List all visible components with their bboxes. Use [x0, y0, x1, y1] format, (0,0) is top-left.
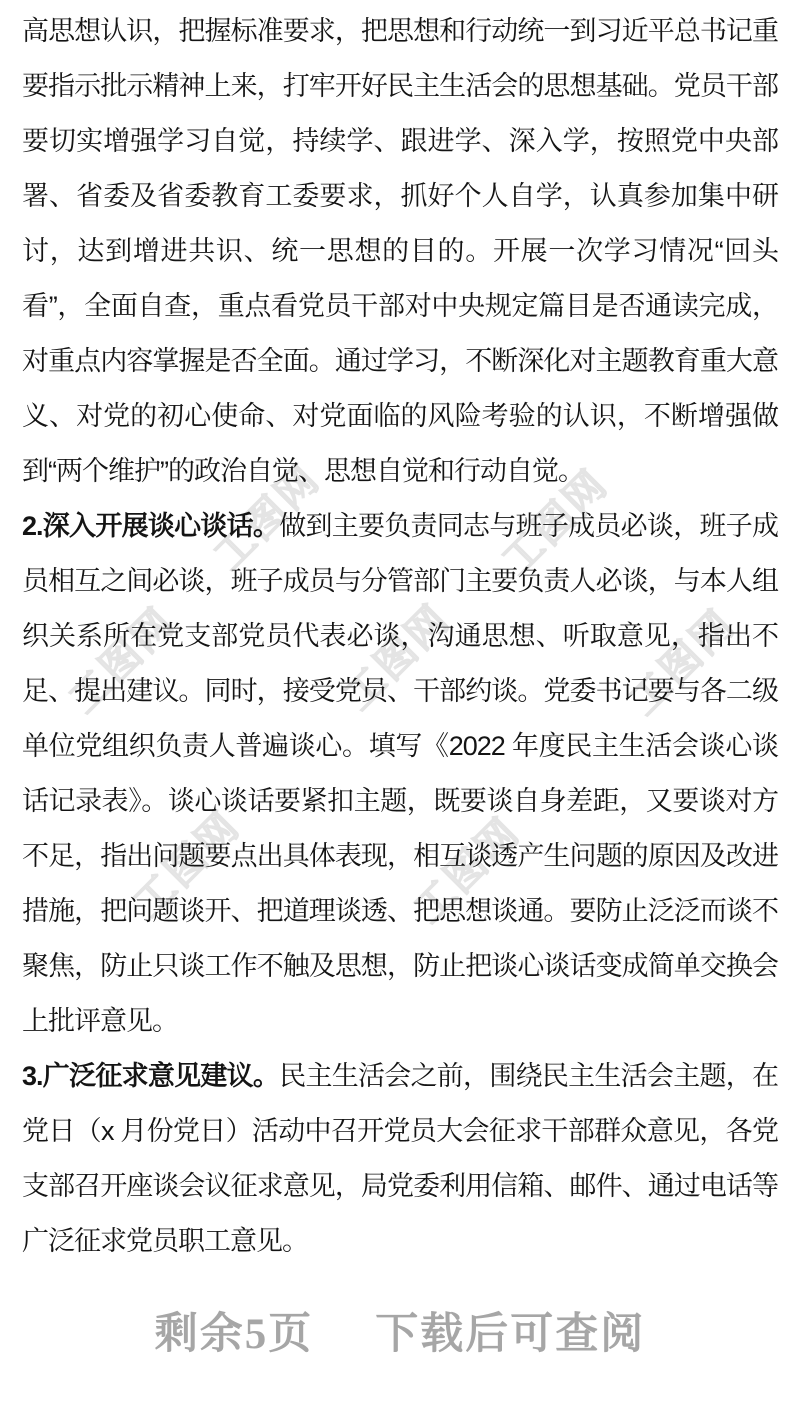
watermark-text: 工图网	[621, 601, 744, 724]
watermark-text: 工图网	[406, 809, 529, 932]
watermark-text: 工图网	[126, 803, 249, 926]
watermark-text: 工图网	[336, 596, 459, 719]
paragraph-text: 民主生活会之前，围绕民主生活会主题，在党日（x 月份党日）活动中召开党员大会征求干部群众意见，各党支部召开座谈会议征求意见，局党委利用信箱、邮件、通过电话等广泛征求党员职工意见。	[22, 1061, 778, 1256]
paragraph	[22, 1049, 778, 1269]
watermark-text: 工图网	[206, 456, 329, 579]
watermark-text: 工图网	[494, 461, 617, 584]
paragraph-text: 高思想认识，把握标准要求，把思想和行动统一到习近平总书记重要指示批示精神上来，打牢开好民主生活会的思想基础。党员干部要切实增强学习自觉，持续学、跟进学、深入学，按照党中央部署、省委及省委教育工委要求，抓好个人自学，认真参加集中研讨，达到增进共识、统一思想的目的。开展一次学习情况“回头看”，全面自查，重点看党员干部对中央规定篇目是否通读完成，对重点内容掌握是否全面。通过学习，不断深化对主题教育重大意义、对党的初心使命、对党面临的风险考验的认识，不断增强做到“两个维护”的政治自觉、思想自觉和行动自觉。	[22, 16, 778, 486]
download-hint-label: 下载后可查阅	[375, 1311, 646, 1358]
paragraph-lead-bold: 3.广泛征求意见建议。	[22, 1061, 280, 1091]
remaining-pages-label: 剩余5页	[154, 1311, 314, 1358]
paragraph-lead-bold: 2.深入开展谈心谈话。	[22, 511, 280, 541]
paragraph	[22, 4, 778, 499]
paragraph-text: 做到主要负责同志与班子成员必谈，班子成员相互之间必谈，班子成员与分管部门主要负责人必谈，与本人组织关系所在党支部党员代表必谈，沟通思想、听取意见，指出不足、提出建议。同时，接受党员、干部约谈。党委书记要与各二级单位党组织负责人普遍谈心。填写《2022 年度民主生活会谈心谈话记录表》。谈心谈话要紧扣主题，既要谈自身差距，又要谈对方不足，指出问题要点出具体表现，相互谈透产生问题的原因及改进措施，把问题谈开、把道理谈透、把思想谈通。要防止泛泛而谈不聚焦，防止只谈工作不触及思想，防止把谈心谈话变成简单交换会上批评意见。	[22, 511, 778, 1036]
paragraph	[22, 499, 778, 1049]
watermark-text: 工图网	[61, 599, 184, 722]
page-footer	[0, 1300, 800, 1361]
